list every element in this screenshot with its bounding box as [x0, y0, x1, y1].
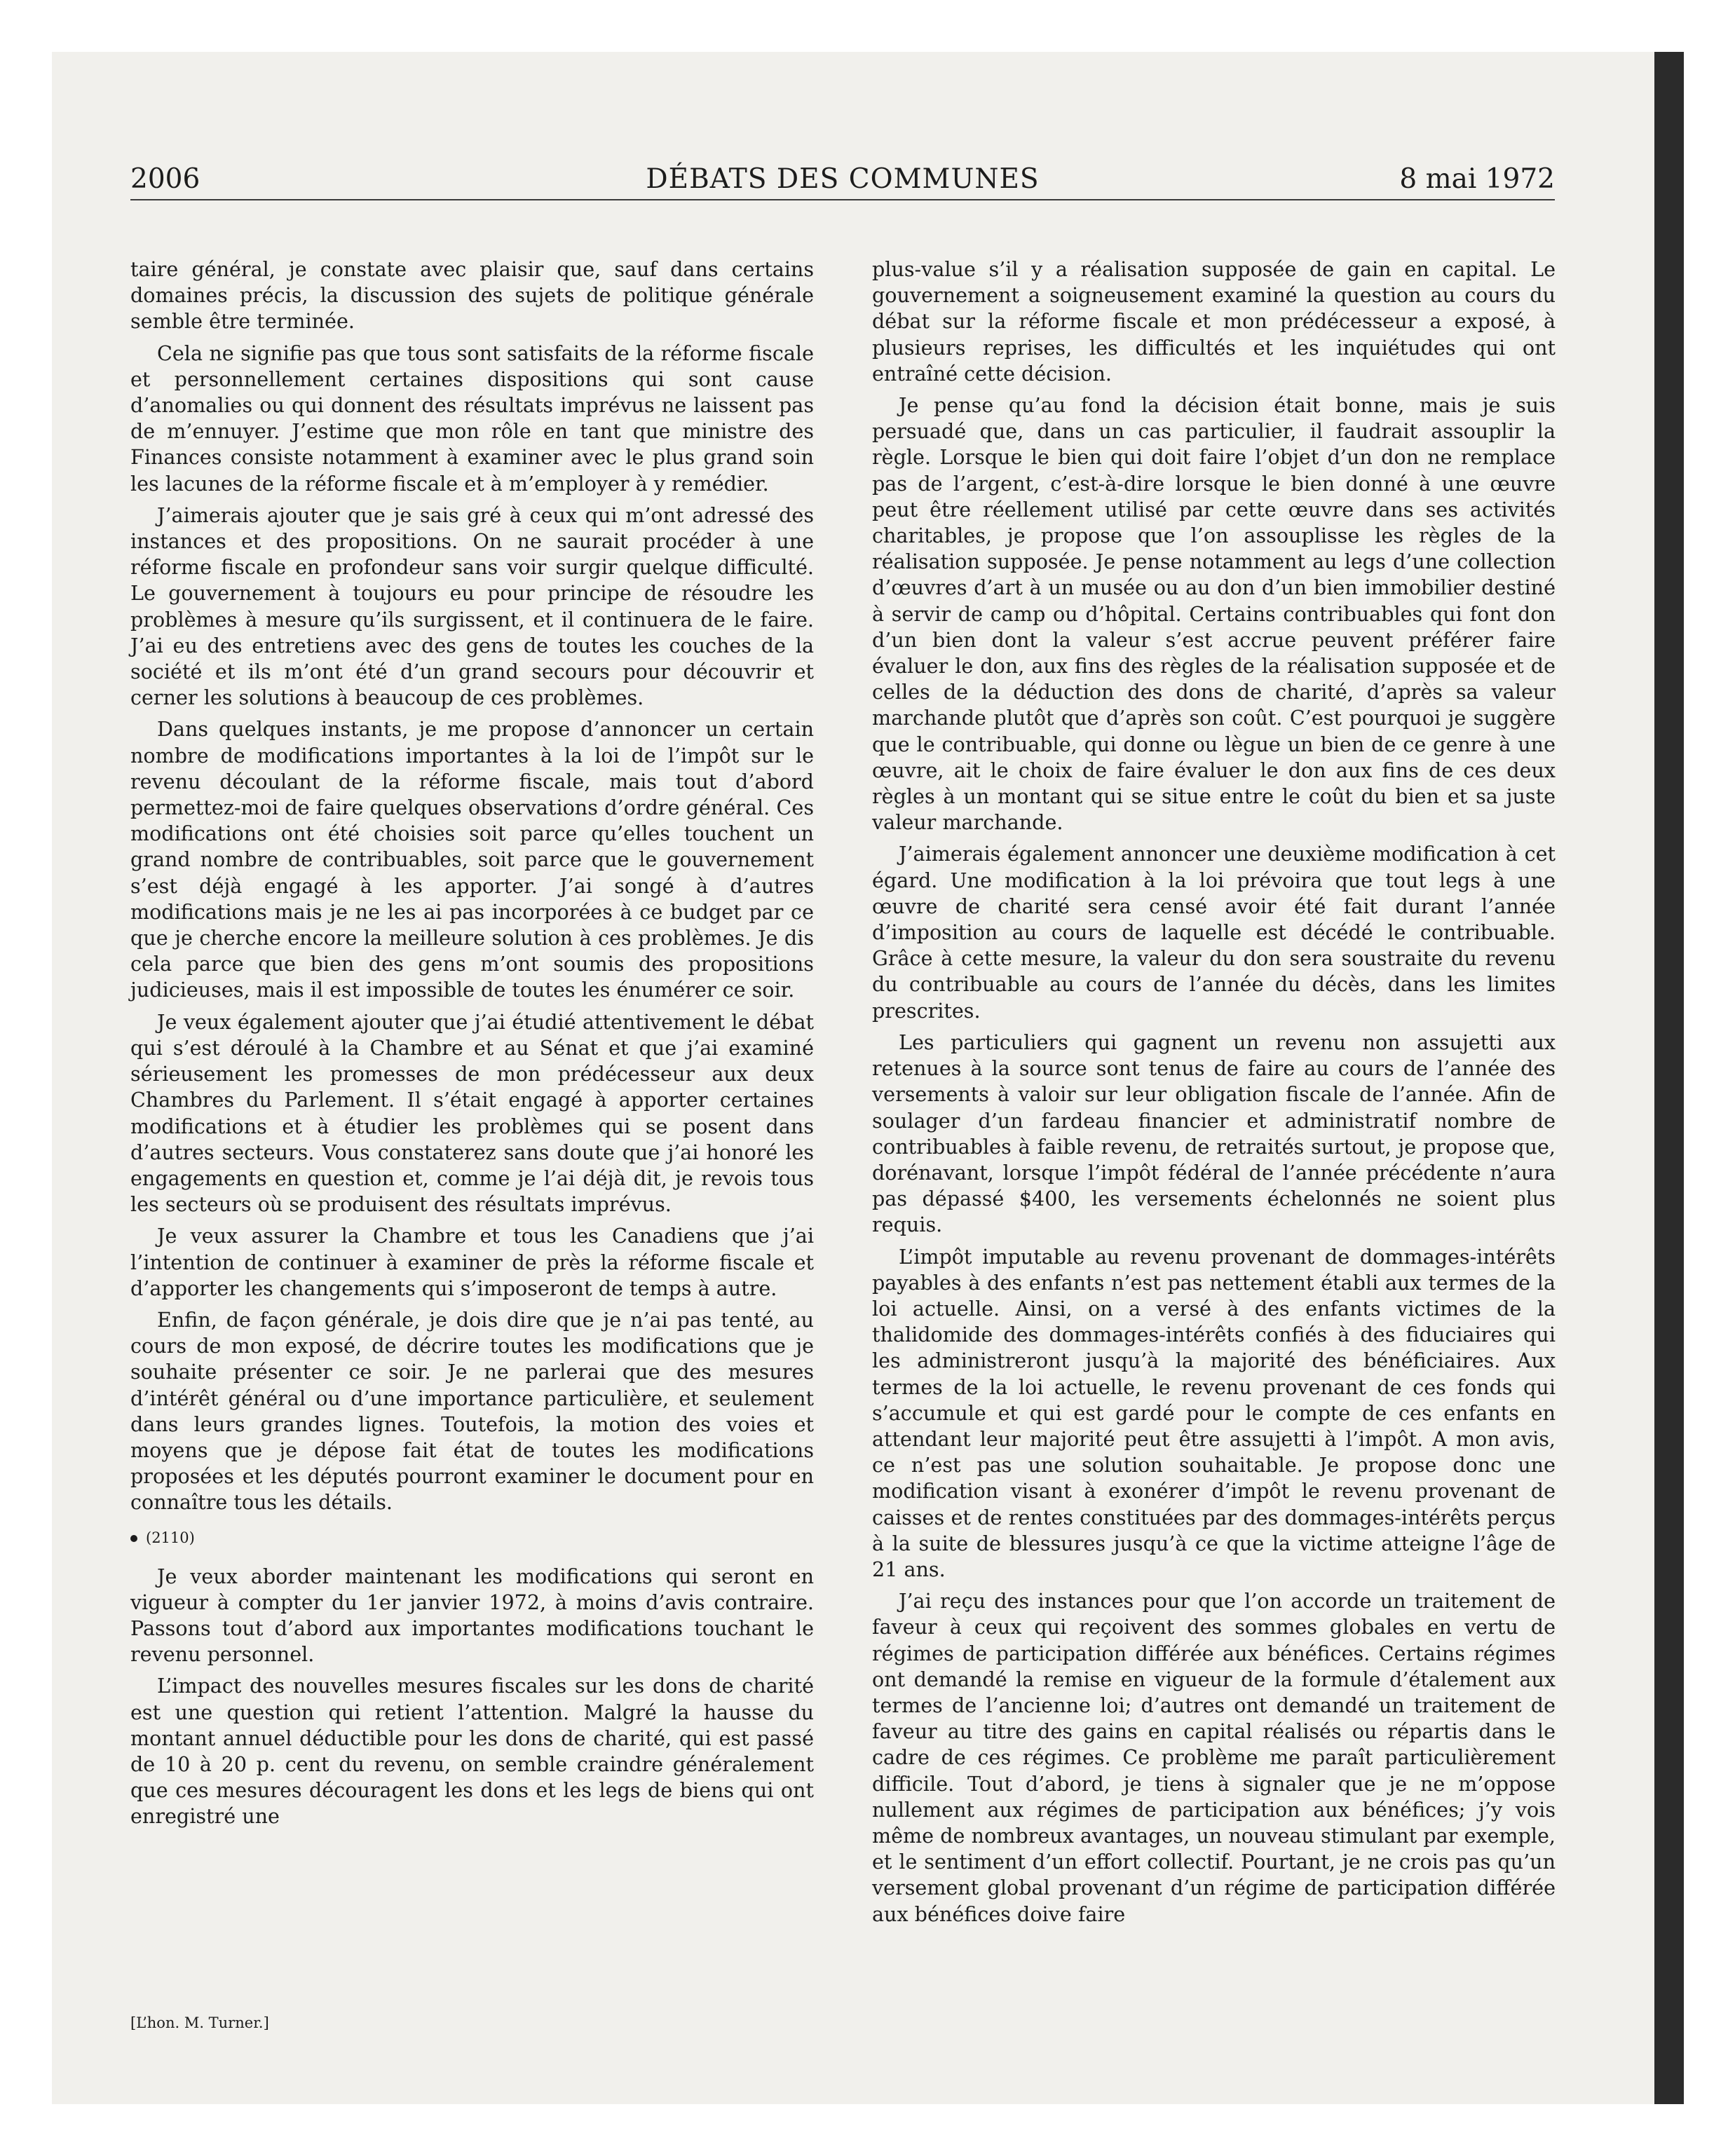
page-sheet [52, 52, 1684, 2104]
paragraph: Je veux aborder maintenant les modifications qui seront en vigueur à compter du 1er janvier 1972, à moins d’avis contraire. Passons tout d’abord aux importantes modifications touchant le revenu personnel. [130, 1564, 814, 1667]
right-column [872, 257, 1556, 1933]
paragraph: plus-value s’il y a réalisation supposée de gain en capital. Le gouvernement a soigneusement examiné la question au cours du débat sur la réforme fiscale et mon prédécesseur a exposé, à plusieurs reprises, les difficultés et les inquiétudes qui ont entraîné cette décision. [872, 257, 1556, 386]
paragraph: L’impôt imputable au revenu provenant de dommages-intérêts payables à des enfants n’est pas nettement établi aux termes de la loi actuelle. Ainsi, on a versé à des enfants victimes de la thalidomide des dommages-intérêts confiés à des fiduciaires qui les administreront jusqu’à la majorité des bénéficiaires. Aux termes de la loi actuelle, le revenu provenant de ces fonds qui s’accumule et qui est gardé pour le compte de ces enfants en attendant leur majorité peut être assujetti à l’impôt. A mon avis, ce n’est pas une solution souhaitable. Je propose donc une modification visant à exonérer d’impôt le revenu provenant de caisses et de rentes constituées par des dommages-intérêts perçus à la suite de blessures jusqu’à ce que la victime atteigne l’âge de 21 ans. [872, 1244, 1556, 1581]
left-column [130, 257, 814, 1836]
paragraph: Je veux également ajouter que j’ai étudié attentivement le débat qui s’est déroulé à la Chambre et au Sénat et que j’ai examiné sérieusement les promesses de mon prédécesseur aux deux Chambres du Parlement. Il s’était engagé à apporter certaines modifications et à étudier les problèmes qui se posent dans d’autres secteurs. Vous constaterez sans doute que j’ai honoré les engagements en question et, comme je l’ai déjà dit, je revois tous les secteurs où se produisent des résultats imprévus. [130, 1009, 814, 1217]
paragraph: L’impact des nouvelles mesures fiscales sur les dons de charité est une question qui retient l’attention. Malgré la hausse du montant annuel déductible pour les dons de charité, qui est passé de 10 à 20 p. cent du revenu, on semble craindre généralement que ces mesures découragent les dons et les legs de biens qui ont enregistré une [130, 1674, 814, 1829]
paragraph: taire général, je constate avec plaisir que, sauf dans certains domaines précis, la discussion des sujets de politique générale semble être terminée. [130, 257, 814, 334]
paragraph: Cela ne signifie pas que tous sont satisfaits de la réforme fiscale et personnellement certaines dispositions qui sont cause d’anomalies ou qui donnent des résultats imprévus ne laissent pas de m’ennuyer. J’estime que mon rôle en tant que ministre des Finances consiste notamment à examiner avec le plus grand soin les lacunes de la réforme fiscale et à m’employer à y remédier. [130, 341, 814, 496]
paragraph: Je pense qu’au fond la décision était bonne, mais je suis persuadé que, dans un cas particulier, il faudrait assouplir la règle. Lorsque le bien qui doit faire l’objet d’un don ne remplace pas de l’argent, c’est-à-dire lorsque le bien donné à une œuvre peut être réellement utilisé par cette œuvre dans ses activités charitables, je propose que l’on assouplisse les règles de la réalisation supposée. Je pense notamment au legs d’une collection d’œuvres d’art à un musée ou au don d’un bien immobilier destiné à servir de camp ou d’hôpital. Certains contribuables qui font don d’un bien dont la valeur s’est accrue peuvent préférer faire évaluer le don, aux fins des règles de la réalisation supposée et de celles de la déduction des dons de charité, d’après sa valeur marchande plutôt que d’après son coût. C’est pourquoi je suggère que le contribuable, qui donne ou lègue un bien de ce genre à une œuvre, ait le choix de faire évaluer le don aux fins de ces deux règles à un montant qui se situe entre le coût du bien et sa juste valeur marchande. [872, 393, 1556, 835]
paragraph: Les particuliers qui gagnent un revenu non assujetti aux retenues à la source sont tenus de faire au cours de l’année des versements à valoir sur leur obligation fiscale de l’année. Afin de soulager d’un fardeau financier et administratif nombre de contribuables à faible revenu, de retraités surtout, je propose que, dorénavant, lorsque l’impôt fédéral de l’année précédente n’aura pas dépassé $400, les versements échelonnés ne soient plus requis. [872, 1030, 1556, 1237]
paragraph: Je veux assurer la Chambre et tous les Canadiens que j’ai l’intention de continuer à examiner de près la réforme fiscale et d’apporter les changements qui s’imposeront de temps à autre. [130, 1224, 814, 1300]
time-marker [130, 1527, 814, 1548]
scan-edge [1654, 52, 1684, 2104]
time-marker-text: (2110) [146, 1529, 195, 1546]
issue-date: 8 mai 1972 [1399, 163, 1555, 195]
bullet-icon [130, 1535, 137, 1542]
page-header [130, 163, 1555, 200]
paragraph: J’aimerais ajouter que je sais gré à ceux qui m’ont adressé des instances et des propositions. On ne saurait procéder à une réforme fiscale en profondeur sans voir surgir quelque difficulté. Le gouvernement à toujours eu pour principe de résoudre les problèmes à mesure qu’ils surgissent, et il continuera de le faire. J’ai eu des entretiens avec des gens de toutes les couches de la société et ils m’ont été d’un grand secours pour découvrir et cerner les solutions à beaucoup de ces problèmes. [130, 503, 814, 710]
publication-title: DÉBATS DES COMMUNES [646, 163, 1040, 195]
page-number: 2006 [130, 163, 200, 195]
speaker-attribution: [L’hon. M. Turner.] [130, 2014, 269, 2031]
paragraph: J’aimerais également annoncer une deuxième modification à cet égard. Une modification à la loi prévoira que tout legs à une œuvre de charité sera censé avoir été fait durant l’année d’imposition au cours de laquelle est décédé le contribuable. Grâce à cette mesure, la valeur du don sera soustraite du revenu du contribuable au cours de l’année du décès, dans les limites prescrites. [872, 842, 1556, 1023]
paragraph: Enfin, de façon générale, je dois dire que je n’ai pas tenté, au cours de mon exposé, de décrire toutes les modifications que je souhaite présenter ce soir. Je ne parlerai que des mesures d’intérêt général ou d’une importance particulière, et seulement dans leurs grandes lignes. Toutefois, la motion des voies et moyens que je dépose fait état de toutes les modifications proposées et les députés pourront examiner le document pour en connaître tous les détails. [130, 1307, 814, 1515]
paragraph: Dans quelques instants, je me propose d’annoncer un certain nombre de modifications importantes à la loi de l’impôt sur le revenu découlant de la réforme fiscale, mais tout d’abord permettez-moi de faire quelques observations d’ordre général. Ces modifications ont été choisies soit parce qu’elles touchent un grand nombre de contribuables, soit parce que le gouvernement s’est déjà engagé à les apporter. J’ai songé à d’autres modifications mais je ne les ai pas incorporées à ce budget par ce que je cherche encore la meilleure solution à ces problèmes. Je dis cela parce que bien des gens m’ont soumis des propositions judicieuses, mais il est impossible de toutes les énumérer ce soir. [130, 717, 814, 1002]
paragraph: J’ai reçu des instances pour que l’on accorde un traitement de faveur à ceux qui reçoivent des sommes globales en vertu de régimes de participation différée aux bénéfices. Certains régimes ont demandé la remise en vigueur de la formule d’étalement aux termes de l’ancienne loi; d’autres ont demandé un traitement de faveur au titre des gains en capital réalisés ou répartis dans le cadre de ces régimes. Ce problème me paraît particulièrement difficile. Tout d’abord, je tiens à signaler que je ne m’oppose nullement aux régimes de participation aux bénéfices; j’y vois même de nombreux avantages, un nouveau stimulant par exemple, et le sentiment d’un effort collectif. Pourtant, je ne crois pas qu’un versement global provenant d’un régime de participation différée aux bénéfices doive faire [872, 1589, 1556, 1926]
